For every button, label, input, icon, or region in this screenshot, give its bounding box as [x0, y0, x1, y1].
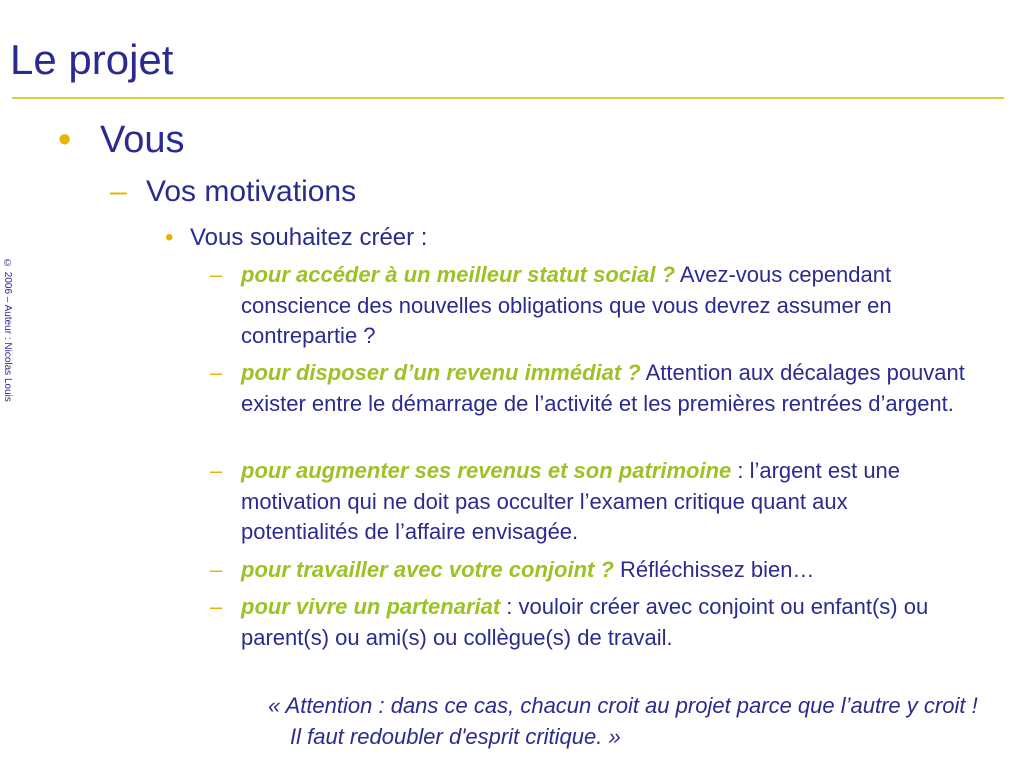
motivation-detail: : l’argent est une motivation qui ne doit pas occulter l’examen critique quant aux potentialités de l’affaire envisagée. — [241, 458, 901, 544]
bullet-dash-icon: – — [210, 594, 223, 619]
motivation-item — [210, 592, 970, 653]
motivation-item-text — [241, 456, 966, 548]
motivation-item-text — [241, 260, 966, 352]
bullet-dash-icon: – — [110, 175, 127, 208]
copyright-notice: © 2006 – Auteur : Nicolas Louis — [2, 258, 13, 402]
motivation-detail: Avez-vous cependant conscience des nouvelles obligations que vous devrez assumer en contrepartie ? — [241, 262, 892, 348]
bullet-level2 — [110, 172, 356, 212]
motivation-item — [210, 456, 970, 548]
bullet-level3 — [165, 222, 427, 254]
bullet-level1-text: Vous — [100, 119, 185, 161]
bullet-dash-icon: – — [210, 360, 223, 385]
slide-title: Le projet — [10, 36, 174, 83]
motivation-detail: Réfléchissez bien… — [613, 557, 815, 582]
motivation-item — [210, 555, 970, 586]
title-divider — [12, 97, 1004, 99]
bullet-dot-icon: • — [58, 119, 72, 161]
bullet-dash-icon: – — [210, 458, 223, 483]
motivation-item-text — [241, 592, 966, 653]
motivation-item-text — [241, 555, 966, 586]
motivation-detail: Attention aux décalages pouvant exister entre le démarrage de l’activité et les premières rentrées d’argent. — [241, 360, 965, 416]
bullet-level3-text: Vous souhaitez créer : — [190, 224, 428, 251]
motivation-emphasis: pour travailler avec votre conjoint ? — [241, 557, 614, 582]
motivation-item — [210, 260, 970, 352]
bullet-dot-icon: • — [165, 224, 174, 251]
motivation-emphasis: pour disposer d’un revenu immédiat ? — [241, 360, 641, 385]
motivation-emphasis: pour augmenter ses revenus et son patrimoine — [241, 458, 732, 483]
bullet-dash-icon: – — [210, 557, 223, 582]
motivation-emphasis: pour accéder à un meilleur statut social ? — [241, 262, 676, 287]
motivation-item — [210, 358, 970, 419]
bullet-dash-icon: – — [210, 262, 223, 287]
bullet-level2-text: Vos motivations — [146, 175, 357, 208]
motivation-item-text — [241, 358, 966, 419]
motivation-emphasis: pour vivre un partenariat — [241, 594, 501, 619]
warning-quote: « Attention : dans ce cas, chacun croit au projet parce que l’autre y croit ! Il faut redoubler d'esprit critique. » — [268, 693, 978, 749]
motivation-detail: : vouloir créer avec conjoint ou enfant(s) ou parent(s) ou ami(s) ou collègue(s) de travail. — [241, 594, 929, 650]
bullet-level1 — [58, 117, 185, 163]
